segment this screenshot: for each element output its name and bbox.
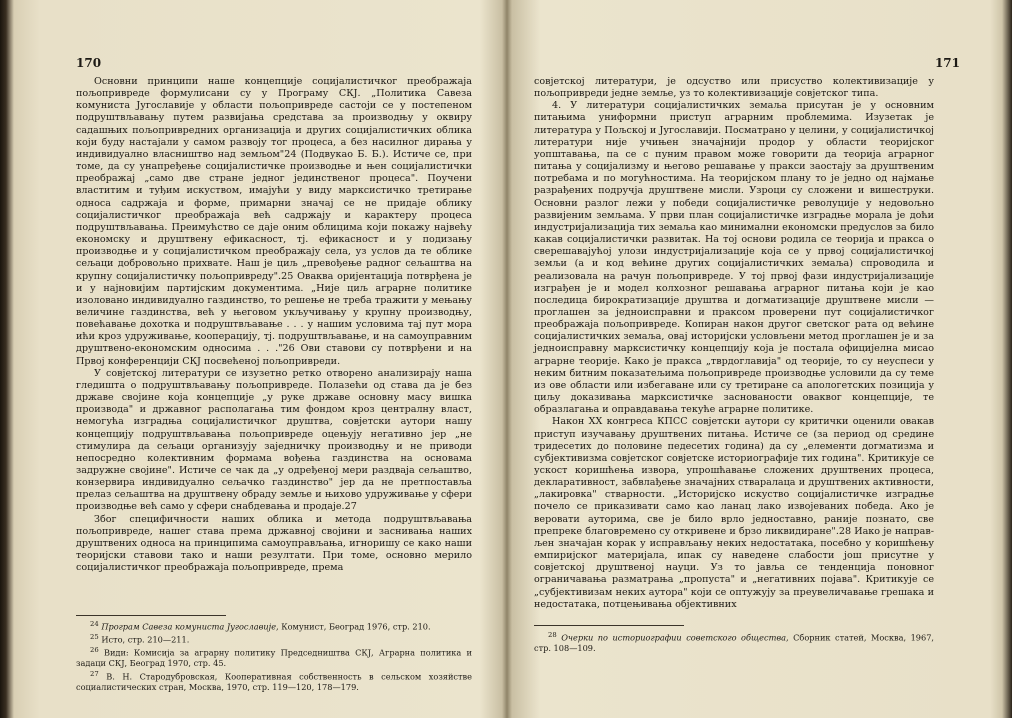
paragraph: Основни принципи наше концепције социјалистичког преображаја пољопривреде формулисани су у Програму СКЈ. „Политика Савеза комуниста Југославије у области пољопривреде састоји се у постепеном подруштвљавању путем развијања средстава за производњу у оквиру садашњих пољопривредних организација и других социјалистичких облика који буду настајали у самом развоју тог процеса, а без насилног дирања у индивидуално власништво над земљом"24 (Подвукао Б. Б.). Истиче се, при томе, да су унапређење социјалистичке производње и њен социјалистички преображај „само две стране једног јединственог процеса". Поучени властитим и туђим искуством, имајући у виду марксистичко третирање односа садржаја и форме, примарни значај се не придаје облику социјалистичког преображаја већ садржају и карактеру процеса подруштвљавања. Преимућство се даје оним облицима који покажу највећу економску и друштвену ефикасност, тј. ефикасност и у подизању производње и у социјалистичком преображају села, уз услов да те облике сељаци добровољно прихвате. Наш је циљ „превођење радног сељаштва на крупну социјалистичку пољопривреду".25 Оваква оријентација потврђена је и у најновијим партијским документима. „Није циљ аграрне политике изоловано индивидуално газдинство, то решење не треба тражити у мењању величине газдинства, већ у његовом укључивању у крупну производњу, повећавање дохотка и подруштвљавање . . . у нашим условима тај пут мора ићи кроз удруживање, кооперацију, тј. подруштвљавање, и на самоуправним друштвено-економским односима . . ."26 Ови ставови су потврђени и на Првој конференцији СКЈ посвећеној пољопривреди. bbox=[76, 76, 472, 367]
page-body bbox=[76, 76, 472, 574]
footnote-number: 25 bbox=[90, 633, 99, 642]
footnote-text: , Сборник статей, Москва, 1967, стр. 108—109. bbox=[534, 632, 935, 654]
footnote-divider bbox=[534, 625, 684, 626]
footnote-text: , Комунист, Београд 1976, стр. 210. bbox=[276, 621, 431, 632]
paragraph: У совјетској литератури се изузетно ретко отворено анализирају наша гледишта о подруштвљавању пољопривреде. Полазећи од става да је без државе својине која концепције „у руке државе основну масу вишка производа" и државног располагања тим фондом кроз централну власт, немогућа изградња социјалистичког друштва, совјетски аутори нашу концепцију подруштвљавања пољопривреде оцењују негативно јер „не стимулира да сељаци организују заједничку производњу и не приводи непосредно колективним формама вођења газдинства на основама задружне својине". Истиче се чак да „у одређеној мери раздваја сељаштво, конзервира индивидуално сељачко газдинство" јер да не претпоставља прелаз сељаштва на друштвену обраду земље и њихово удруживање у сфери производње већ само у сфери снабдевања и продаје.27 bbox=[76, 367, 472, 513]
footnote-number: 26 bbox=[90, 646, 99, 655]
left-page bbox=[14, 0, 502, 718]
footnote bbox=[534, 630, 934, 654]
paragraph: совјетској литератури, је одсуство или присуство колективизације у пољопривреди једне земље, уз то колективизације совјетског типа. bbox=[534, 76, 934, 100]
footnote-text: В. Н. Стародубровская, Кооперативная собственность в сельском хозяйстве социалистических стран, Москва, 1970, стр. 119—120, 178—179. bbox=[76, 671, 472, 692]
footnote-text: Види: Комисија за аграрну политику Председништва СКЈ, Аграрна политика и задаци СКЈ, Београд 1970, стр. 45. bbox=[76, 648, 472, 669]
right-page bbox=[512, 0, 1000, 718]
footnote bbox=[76, 645, 472, 669]
footnote bbox=[76, 619, 472, 632]
footnote-title: Програм Савеза комуниста Југославије bbox=[101, 621, 277, 632]
paragraph: Након XX конгреса КПСС совјетски аутори су критички оценили овакав приступ изучавању друштвених питања. Истиче се (за период од средине тридесетих до половине педесетих година) да су „елементи догматизма и субјективизма совјетског совјетске историографије тих година". Критикује се ускост коришћења извора, упрошћавање сложених друштвених процеса, декларативност, забвлађење значајних стваралаца и друштвених активности, „лакировка" стварности. „Историјско искуство социјалистичке изградње почело се приказивати само као ланац лако извојеваних победа. Ако је веровати ауторима, све је било врло једноставно, раније познато, све препреке благовремено су откривене и брзо ликвидиране".28 Иако је направљен значајан корак у исправљању неких недостатака, посебно у коришћењу емпиријског материјала, ипак су наведене слабости још присутне у совјетској друштвеној науци. Уз то јавља се тенденција поновног ограничавања разматрања „пропуста" и „негативних појава". Критикује се „субјективизам неких аутора" који се оптужују за преувеличавање грешака и недостатака, потцењивања објективних bbox=[534, 416, 934, 610]
page-body bbox=[534, 76, 934, 611]
page-number: 171 bbox=[934, 56, 960, 70]
paragraph: 4. У литератури социјалистичких земаља присутан је у основним питањима униформни приступ аграрним проблемима. Изузетак је литература у Пољској и Југославији. Посматрано у целини, у социјалистичкој литератури није учињен значајнији продор у области теоријског уопштавања, па се с пуним правом може говорити да теорија аграрног питања у социјализму и његово решавање у пракси заостају за друштвеним потребама и по могућностима. На теоријском плану то је једно од најмање разрађених подручја друштвене мисли. Узроци су сложени и вишеструки. Основни разлог лежи у победи социјалистичке револуције у недовољно развијеним земљама. У први план социјалистичке изградње морала је доћи индустријализација тих земаља као минимални економски предуслов за било какав социјалистички развитак. На тој основи родила се теорија и пракса о сверешавајућој улози индустријализације која се у првој социјалистичкој земљи (а и код већине других социјалистичких земаља) спроводила и реализовала на рачун пољопривреде. У тој првој фази индустријализације изграђен је и модел колхозног решавања аграрног питања који је као последица бирократизације друштва и догматизације друштвене мисли — проглашен за једноисправни и праксом проверени пут социјалистичког преображаја пољопривреде. Копиран након другог светског рата од већине социјалистичких земаља, овај историјски условљени метод проглашен је и за једноисправну марксистичку концепцију која је постала официјелна мисао аграрне теорије. Како је пракса „тврдоглавија" од теорије, то су неуспеси у неким битним показатељима пољопривреде производње условили да су теме из ове области или избегаване или су третиране са апологетских позиција у циљу доказивања марксистичке заснованости оваквог концепције, те образлагања и оправдавања текуће аграрне политике. bbox=[534, 100, 934, 416]
footnote-title: Очерки по историографии советского общества bbox=[561, 632, 787, 643]
footnotes bbox=[534, 630, 934, 654]
paragraph: Због специфичности наших облика и метода подруштвљавања пољопривреде, нашег става према државној својини и заснивања наших друштвених односа на принципима самоуправљања, игноришу се како наши теоријски ставови тако и наши резултати. При томе, основно мерило социјалистичког преображаја пољопривреде, према bbox=[76, 513, 472, 574]
page-number: 170 bbox=[76, 56, 102, 70]
footnote-number: 28 bbox=[548, 631, 557, 639]
footnote bbox=[76, 669, 472, 693]
footnotes bbox=[76, 619, 472, 692]
footnote-divider bbox=[76, 615, 226, 616]
footnote bbox=[76, 632, 472, 645]
footnote-number: 24 bbox=[90, 620, 99, 628]
footnote-number: 27 bbox=[90, 669, 99, 678]
footnote-text: Исто, стр. 210—211. bbox=[101, 634, 190, 645]
